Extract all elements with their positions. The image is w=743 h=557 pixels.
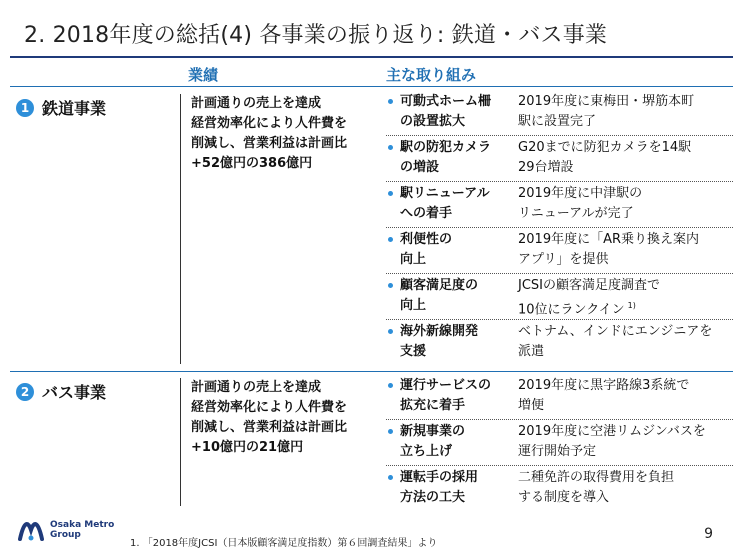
initiatives-list bbox=[386, 90, 733, 366]
bullet-icon bbox=[388, 475, 393, 480]
section-railway bbox=[10, 90, 733, 370]
logo-text-line: Group bbox=[50, 530, 81, 540]
bullet-icon bbox=[388, 283, 393, 288]
section-name: バス事業 bbox=[42, 383, 107, 402]
initiative-desc: ベトナム、インドにエンジニアを 派遣 bbox=[518, 324, 713, 359]
initiative-title: 利便性の 向上 bbox=[400, 232, 453, 267]
initiatives-header: 主な取り組み bbox=[386, 66, 477, 84]
bullet-icon bbox=[388, 329, 393, 334]
footnote: 1. 「2018年度JCSI（日本版顧客満足度指数）第６回調査結果」より bbox=[130, 538, 438, 549]
osaka-metro-logo-icon bbox=[16, 517, 46, 543]
initiative-item bbox=[386, 136, 733, 182]
results-line: 削減し、営業利益は計画比 bbox=[191, 136, 348, 151]
initiatives-list bbox=[386, 374, 733, 512]
section-divider bbox=[10, 371, 733, 372]
title-divider bbox=[10, 56, 733, 58]
results-line: 計画通りの売上を達成 bbox=[191, 380, 322, 395]
initiative-item bbox=[386, 420, 733, 466]
initiative-item bbox=[386, 466, 733, 512]
initiative-title: 可動式ホーム柵 の設置拡大 bbox=[400, 94, 492, 129]
results-line: +10億円の21億円 bbox=[191, 440, 304, 455]
results-text bbox=[180, 378, 380, 506]
company-logo bbox=[16, 517, 114, 543]
initiative-item bbox=[386, 90, 733, 136]
initiative-desc: 2019年度に中津駅の リニューアルが完了 bbox=[518, 186, 643, 221]
section-label bbox=[16, 380, 106, 403]
initiative-desc: 2019年度に東梅田・堺筋本町 駅に設置完了 bbox=[518, 94, 695, 129]
results-line: 削減し、営業利益は計画比 bbox=[191, 420, 348, 435]
initiative-desc: 2019年度に空港リムジンバスを 運行開始予定 bbox=[518, 424, 706, 459]
bullet-icon bbox=[388, 99, 393, 104]
bullet-icon bbox=[388, 145, 393, 150]
initiative-item bbox=[386, 228, 733, 274]
initiative-item bbox=[386, 182, 733, 228]
initiative-title: 新規事業の 立ち上げ bbox=[400, 424, 466, 459]
initiative-title: 駅リニューアル への着手 bbox=[400, 186, 490, 221]
section-label bbox=[16, 96, 106, 119]
initiative-title: 顧客満足度の 向上 bbox=[400, 278, 479, 313]
initiative-title: 運転手の採用 方法の工夫 bbox=[400, 470, 479, 505]
footnote-marker: 1) bbox=[627, 301, 636, 310]
initiative-desc: 2019年度に黒字路線3系統で 増便 bbox=[518, 378, 690, 413]
results-line: +52億円の386億円 bbox=[191, 156, 313, 171]
initiative-item bbox=[386, 374, 733, 420]
initiative-item bbox=[386, 274, 733, 320]
bullet-icon bbox=[388, 429, 393, 434]
results-line: 経営効率化により人件費を bbox=[191, 116, 348, 131]
results-text bbox=[180, 94, 380, 364]
bullet-icon bbox=[388, 237, 393, 242]
header-divider bbox=[10, 86, 733, 87]
page-number: 9 bbox=[704, 526, 713, 542]
initiative-desc: JCSIの顧客満足度調査で 10位にランクイン $^{1)}$ bbox=[518, 278, 660, 318]
results-line: 計画通りの売上を達成 bbox=[191, 96, 322, 111]
initiative-title: 海外新線開発 支援 bbox=[400, 324, 479, 359]
initiative-title: 駅の防犯カメラ の増設 bbox=[400, 140, 492, 175]
initiative-desc: 2019年度に「AR乗り換え案内 アプリ」を提供 bbox=[518, 232, 700, 267]
initiative-title: 運行サービスの 拡充に着手 bbox=[400, 378, 492, 413]
number-badge: 1 bbox=[16, 99, 34, 117]
results-header: 業績 bbox=[188, 66, 219, 84]
initiative-desc: 二種免許の取得費用を負担 する制度を導入 bbox=[518, 470, 675, 505]
results-line: 経営効率化により人件費を bbox=[191, 400, 348, 415]
section-name: 鉄道事業 bbox=[42, 99, 107, 118]
bullet-icon bbox=[388, 383, 393, 388]
bullet-icon bbox=[388, 191, 393, 196]
page-title: 2. 2018年度の総括(4) 各事業の振り返り: 鉄道・バス事業 bbox=[24, 23, 608, 48]
section-bus bbox=[10, 374, 733, 512]
initiative-item bbox=[386, 320, 733, 366]
number-badge: 2 bbox=[16, 383, 34, 401]
initiative-desc: G20までに防犯カメラを14駅 29台増設 bbox=[518, 140, 692, 175]
logo-text-line: Osaka Metro bbox=[50, 520, 115, 530]
